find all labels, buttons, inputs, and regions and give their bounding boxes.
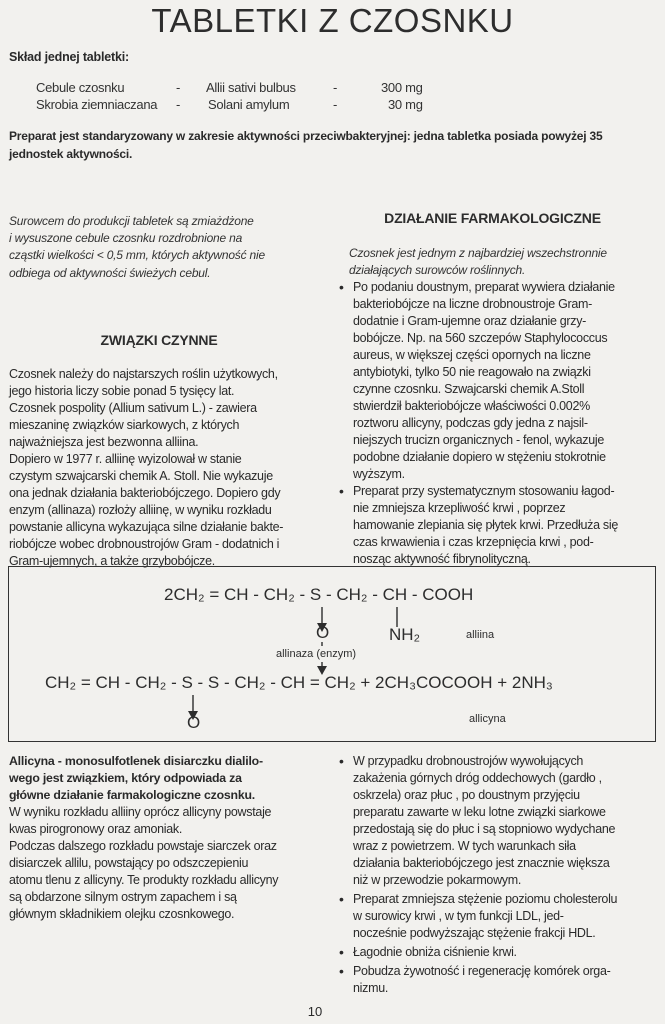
enzyme-label: allinaza (enzym) — [276, 648, 357, 660]
ingredient-amount: 30 mg — [388, 97, 423, 112]
standardization-note: Preparat jest standaryzowany w zakresie aktywności przeciwbakteryjnej: jedna tabletka posiada powyżej 35 jednostek aktywności. — [9, 129, 603, 161]
ingredient-dash: - — [333, 80, 338, 95]
text-line: roztworu allicyny, podczas gdy jedna z najsil- — [353, 416, 588, 430]
allicin-text — [9, 804, 309, 923]
text-line: nocześnie podwyższając stężenie frakcji HDL. — [353, 926, 596, 940]
text-line: • Preparat przy systematycznym stosowaniu łagod- — [353, 484, 615, 498]
text-line: Gram-ujemnych, a także grzybobójcze. — [9, 554, 215, 568]
text-line: Allicyna - monosulfotlenek disiarczku dialilo- — [9, 754, 263, 768]
text-line: Surowcem do produkcji tabletek są zmiażdżone — [9, 214, 254, 228]
text-line: niż w przewodzie pokarmowym. — [353, 873, 522, 887]
list-item — [339, 944, 651, 961]
text-line: antybiotyki, tylko 50 nie reagowało na związki — [353, 365, 591, 379]
ingredient-dash: - — [176, 97, 181, 112]
text-line: aureus, w większej części opornych na liczne — [353, 348, 591, 362]
allicin-definition — [9, 753, 309, 804]
text-line: niejszych trucizn organicznych - fenol, wykazuje — [353, 433, 604, 447]
text-line: czynne czosnku. Szwajcarski chemik A.Stoll — [353, 382, 585, 396]
text-line: nizmu. — [353, 981, 389, 995]
text-line: enzym (allinaza) rozłoży alliinę, w wyniku rozkładu — [9, 503, 272, 517]
text-line: najważniejsza jest bezwonna alliina. — [9, 435, 199, 449]
alliin-amine: NH₂ — [389, 625, 421, 644]
text-line: są obdarzone silnym ostrym zapachem i są — [9, 890, 237, 904]
text-line: cząstki wielkości < 0,5 mm, których aktywność nie — [9, 248, 265, 263]
text-line: odbiega od aktywności świeżych cebul. — [9, 265, 211, 280]
text-line: • Po podaniu doustnym, preparat wywiera działanie — [353, 280, 615, 294]
ingredient-dash: - — [333, 97, 338, 112]
text-line: preparatu zawarte w leku lotne związki siarkowe — [353, 805, 606, 819]
active-compounds-text — [9, 366, 309, 570]
text-line: i wysuszone cebule czosnku rozdrobnione na — [9, 231, 243, 246]
text-line: dodatnie i Gram-ujemne oraz działanie grzy- — [353, 314, 587, 328]
text-line: Czosnek jest jednym z najbardziej wszechstronnie — [349, 246, 607, 260]
text-line: Czosnek pospolity (Allium sativum L.) - zawiera — [9, 401, 257, 415]
text-line: • W przypadku drobnoustrojów wywołujących — [353, 754, 584, 768]
text-line: podobne działanie dopiero w stężeniu stokrotnie — [353, 450, 606, 464]
effects-bullets — [339, 753, 651, 997]
text-line: nosząc aktywność fibrynolityczną. — [353, 552, 531, 566]
text-line: przedostają się do płuc i są stopniowo wydychane — [353, 822, 616, 836]
text-line: kwas pirogronowy oraz amoniak. — [9, 822, 183, 836]
allicin-oxygen: O — [187, 713, 201, 732]
text-line: wyższym. — [353, 467, 405, 481]
text-line: czystym szwajcarski chemik A. Stoll. Nie wykazuje — [9, 469, 273, 483]
ingredient-amount: 300 mg — [381, 80, 423, 95]
page-title: TABLETKI Z CZOSNKU — [151, 2, 514, 39]
text-line: wraz z powietrzem. W tych warunkach siła — [353, 839, 576, 853]
text-line: stwierdził bakteriobójcze właściwości 0.002% — [353, 399, 590, 413]
text-line: w surowicy krwi , w tym funkcji LDL, jed- — [353, 909, 564, 923]
ingredient-latin: Allii sativi bulbus — [206, 80, 296, 95]
text-line: • Preparat zmniejsza stężenie poziomu cholesterolu — [353, 892, 618, 906]
composition-label: Skład jednej tabletki: — [9, 50, 129, 64]
allicin-label: allicyna — [469, 713, 506, 725]
pharmacological-bullets — [339, 279, 651, 568]
alliin-formula: 2CH₂ = CH - CH₂ - S - CH₂ - CH - COOH — [164, 585, 474, 604]
text-line: działania bakteriobójczego jest znacznie większa — [353, 856, 610, 870]
ingredient-latin: Solani amylum — [208, 97, 290, 112]
text-line: jego historia liczy sobie ponad 5 tysięcy lat. — [9, 384, 235, 398]
ingredient-dash: - — [176, 80, 181, 95]
text-line: mieszaninę związków siarkowych, z których — [9, 418, 240, 432]
list-item — [339, 483, 651, 568]
ingredient-name: Cebule czosnku — [36, 80, 125, 95]
pharmacological-heading: DZIAŁANIE FARMAKOLOGICZNE — [384, 210, 601, 226]
text-line: riobójcze wobec drobnoustrojów Gram - dodatnich i — [9, 537, 280, 551]
text-line: • Pobudza żywotność i regenerację komórek orga- — [353, 964, 611, 978]
active-compounds-heading: ZWIĄZKI CZYNNE — [100, 332, 218, 348]
raw-material-intro — [9, 213, 309, 282]
text-line: disiarczek allilu, powstający po odszczepieniu — [9, 856, 249, 870]
text-line: czas krwawienia i czas krzepnięcia krwi , pod- — [353, 535, 594, 549]
list-item — [339, 963, 651, 997]
text-line: ona jednak działania bakteriobójczego. Dopiero gdy — [9, 486, 281, 500]
alliin-label: alliina — [466, 629, 495, 641]
text-line: atomu tlenu z allicyny. Te produkty rozkładu allicyny — [9, 873, 279, 887]
chemical-reaction-box — [8, 566, 656, 742]
text-line: • Łagodnie obniża ciśnienie krwi. — [353, 945, 517, 959]
ingredient-row — [0, 97, 665, 115]
page-number: 10 — [307, 1004, 323, 1019]
text-line: bobójcze. Np. na 560 szczepów Staphylococcus — [353, 331, 608, 345]
list-item — [339, 279, 651, 483]
alliin-oxygen: O — [316, 623, 330, 642]
text-line: Podczas dalszego rozkładu powstaje siarczek oraz — [9, 839, 277, 853]
text-line: zakażenia górnych dróg oddechowych (gardło , — [353, 771, 602, 785]
ingredient-row — [0, 80, 665, 98]
text-line: hamowanie zlepiania się płytek krwi. Przedłuża się — [353, 518, 618, 532]
list-item — [339, 891, 651, 942]
ingredient-name: Skrobia ziemniaczana — [36, 97, 158, 112]
text-line: wego jest związkiem, który odpowiada za — [9, 771, 242, 785]
text-line: Czosnek należy do najstarszych roślin użytkowych, — [9, 367, 278, 381]
text-line: działających surowców roślinnych. — [349, 263, 526, 278]
allicin-formula: CH₂ = CH - CH₂ - S - S - CH₂ - CH = CH₂ + 2CH₃COCOOH + 2NH₃ — [45, 673, 553, 692]
text-line: Dopiero w 1977 r. alliinę wyizolował w stanie — [9, 452, 242, 466]
text-line: głównym składnikiem olejku czosnkowego. — [9, 907, 235, 921]
text-line: oskrzela) oraz płuc , po doustnym przyjęciu — [353, 788, 580, 802]
text-line: bakteriobójcze na liczne drobnoustroje Gram- — [353, 297, 593, 311]
text-line: W wyniku rozkładu alliiny oprócz allicyny powstaje — [9, 805, 272, 819]
text-line: powstanie allicyna wykazująca silne działanie bakte- — [9, 520, 284, 534]
text-line: główne działanie farmakologiczne czosnku. — [9, 788, 255, 802]
list-item — [339, 753, 651, 889]
text-line: nie zmniejsza krzepliwość krwi , poprzez — [353, 501, 566, 515]
pharmacological-intro — [349, 245, 649, 279]
